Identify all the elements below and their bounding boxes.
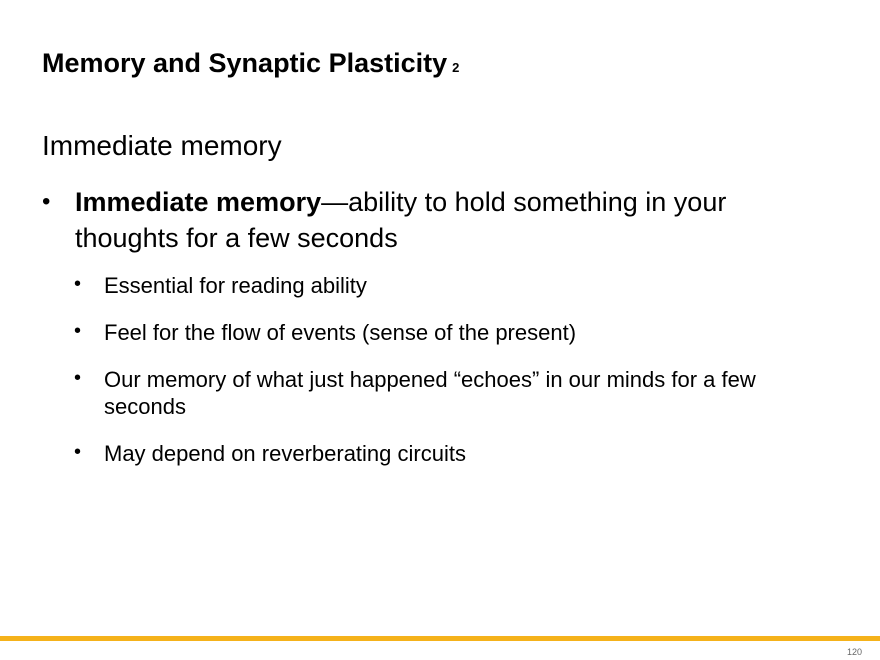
list-item-text: Essential for reading ability — [104, 273, 367, 298]
list-item — [72, 366, 842, 420]
section-heading: Immediate memory — [42, 130, 282, 161]
bullet-icon: • — [74, 441, 82, 463]
bullet-icon: • — [42, 188, 51, 215]
bullet-icon: • — [74, 320, 82, 342]
page-number: 120 — [846, 647, 862, 657]
slide-title-text: Memory and Synaptic Plasticity — [42, 48, 448, 78]
footer-accent-bar — [0, 636, 880, 641]
slide-title — [42, 48, 459, 79]
main-bullet-term: Immediate memory — [75, 187, 322, 217]
sub-bullet-list — [72, 272, 842, 487]
list-item-text: May depend on reverberating circuits — [104, 441, 466, 466]
main-bullet-text — [75, 184, 832, 256]
slide-title-suffix: 2 — [452, 60, 460, 75]
bullet-icon: • — [74, 273, 82, 295]
list-item — [72, 272, 842, 299]
list-item-text: Our memory of what just happened “echoes” in our minds for a few seconds — [104, 367, 756, 419]
list-item-text: Feel for the flow of events (sense of the present) — [104, 320, 577, 345]
main-bullet-definition: —ability to hold something in your thoughts for a few seconds — [75, 187, 727, 253]
list-item — [72, 319, 842, 346]
main-bullet — [42, 184, 832, 256]
bullet-icon: • — [74, 367, 82, 389]
list-item — [72, 440, 842, 467]
